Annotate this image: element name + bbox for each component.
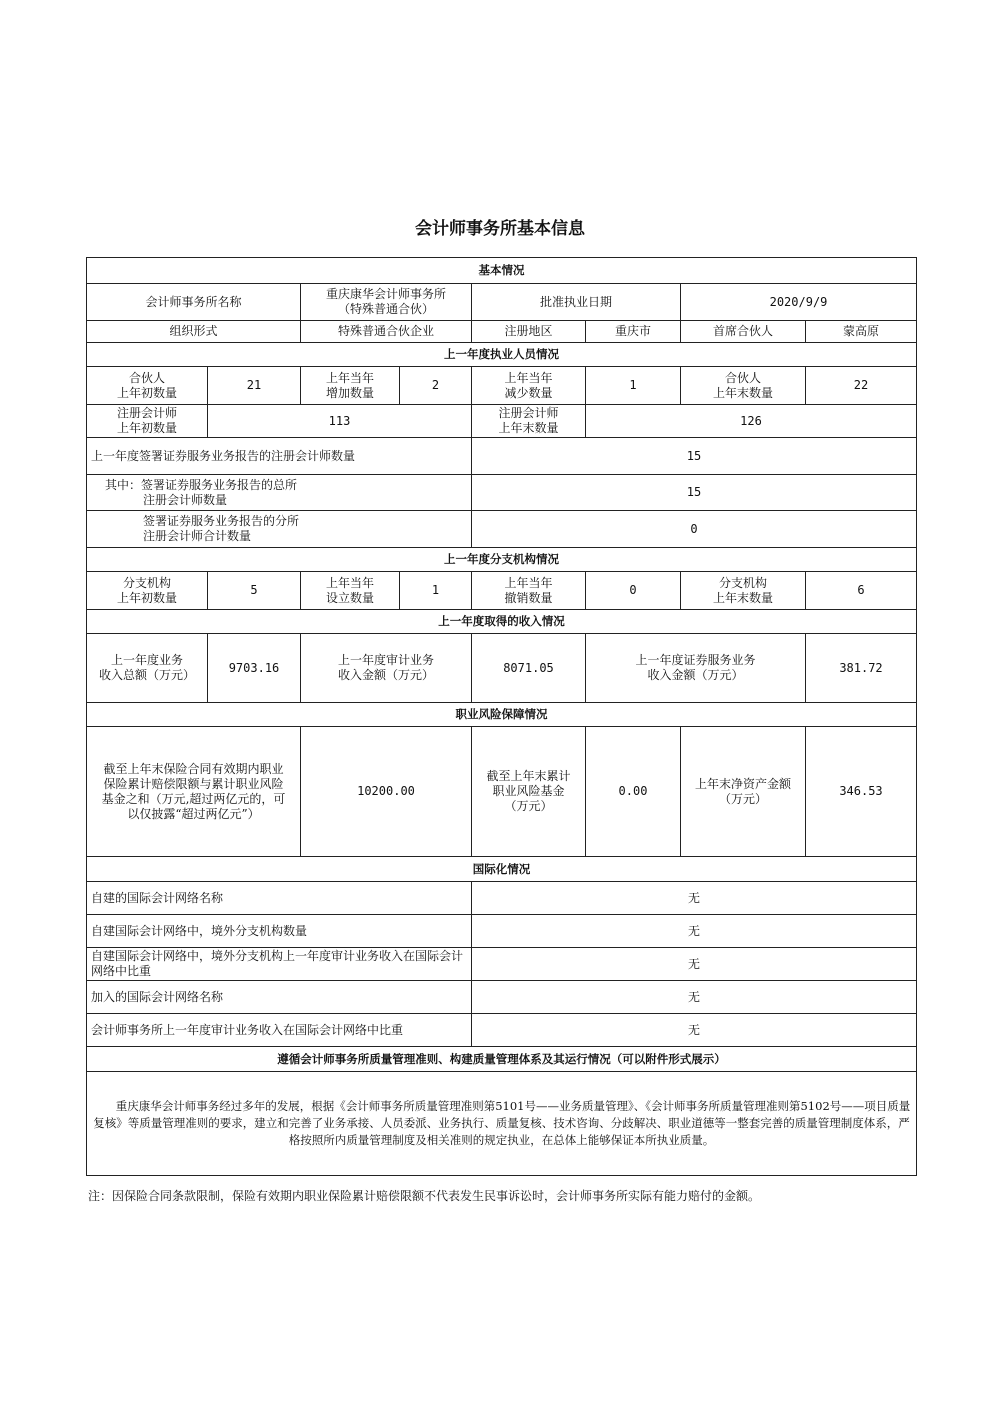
partners-added-value: 2: [400, 367, 472, 405]
signing-cpa-label: 上一年度签署证券服务业务报告的注册会计师数量: [87, 438, 472, 475]
cpa-end-label: 注册会计师 上年末数量: [472, 405, 586, 438]
joined-network-name-value: 无: [472, 981, 917, 1014]
firm-income-ratio-label: 会计师事务所上一年度审计业务收入在国际会计网络中比重: [87, 1014, 472, 1047]
partners-added-label: 上年当年 增加数量: [301, 367, 400, 405]
hq-signing-cpa-label: 其中：签署证券服务业务报告的总所 注册会计师数量: [87, 475, 472, 511]
branch-signing-cpa-value: 0: [472, 511, 917, 548]
org-form-value: 特殊普通合伙企业: [301, 321, 472, 343]
firm-info-table: [86, 257, 917, 1176]
section-intl: 国际化情况: [87, 857, 917, 882]
risk-fund-label: 截至上年末累计 职业风险基金 （万元）: [472, 727, 586, 857]
cpa-end-value: 126: [586, 405, 917, 438]
footnote: 注：因保险合同条款限制，保险有效期内职业保险累计赔偿限额不代表发生民事诉讼时，会计师事务所实际有能力赔付的金额。: [88, 1189, 761, 1203]
intl-branch-count-label: 自建国际会计网络中，境外分支机构数量: [87, 915, 472, 948]
branch-revoked-value: 0: [586, 572, 681, 610]
branch-signing-cpa-label: 签署证券服务业务报告的分所 注册会计师合计数量: [87, 511, 472, 548]
income-total-value: 9703.16: [208, 634, 301, 703]
page-title: 会计师事务所基本信息: [415, 219, 585, 239]
chief-partner-label: 首席合伙人: [681, 321, 806, 343]
partners-begin-label: 合伙人 上年初数量: [87, 367, 208, 405]
signing-cpa-value: 15: [472, 438, 917, 475]
net-assets-value: 346.53: [806, 727, 917, 857]
branch-begin-value: 5: [208, 572, 301, 610]
chief-partner-value: 蒙高原: [806, 321, 917, 343]
hq-signing-cpa-value: 15: [472, 475, 917, 511]
org-form-label: 组织形式: [87, 321, 301, 343]
cpa-begin-value: 113: [208, 405, 472, 438]
joined-network-name-label: 加入的国际会计网络名称: [87, 981, 472, 1014]
branch-end-value: 6: [806, 572, 917, 610]
section-quality: 遵循会计师事务所质量管理准则、构建质量管理体系及其运行情况（可以附件形式展示）: [87, 1047, 917, 1072]
branch-revoked-label: 上年当年 撤销数量: [472, 572, 586, 610]
branch-begin-label: 分支机构 上年初数量: [87, 572, 208, 610]
region-label: 注册地区: [472, 321, 586, 343]
firm-income-ratio-value: 无: [472, 1014, 917, 1047]
section-income: 上一年度取得的收入情况: [87, 610, 917, 634]
firm-name-value: 重庆康华会计师事务所 （特殊普通合伙）: [301, 284, 472, 321]
section-basic: 基本情况: [87, 258, 917, 284]
intl-branch-income-ratio-value: 无: [472, 948, 917, 981]
income-total-label: 上一年度业务 收入总额（万元）: [87, 634, 208, 703]
quality-description: 重庆康华会计师事务经过多年的发展，根据《会计师事务所质量管理准则第5101号——业务质量管理》、《会计师事务所质量管理准则第5102号——项目质量复核》等质量管理准则的要求，建立和完善了业务承接、人员委派、业务执行、质量复核、技术咨询、分歧解决、职业道德等一整套完善的质量管理制度体系，严格按照所内质量管理制度及相关准则的规定执业，在总体上能够保证本所执业质量。: [87, 1072, 917, 1176]
region-value: 重庆市: [586, 321, 681, 343]
intl-network-name-label: 自建的国际会计网络名称: [87, 882, 472, 915]
firm-name-label: 会计师事务所名称: [87, 284, 301, 321]
intl-network-name-value: 无: [472, 882, 917, 915]
approval-date-label: 批准执业日期: [472, 284, 681, 321]
intl-branch-count-value: 无: [472, 915, 917, 948]
section-staff: 上一年度执业人员情况: [87, 343, 917, 367]
income-audit-value: 8071.05: [472, 634, 586, 703]
partners-reduced-label: 上年当年 减少数量: [472, 367, 586, 405]
partners-reduced-value: 1: [586, 367, 681, 405]
insurance-limit-label: 截至上年末保险合同有效期内职业 保险累计赔偿限额与累计职业风险 基金之和（万元,超过两亿元的，可 以仅披露“超过两亿元”）: [87, 727, 301, 857]
income-securities-value: 381.72: [806, 634, 917, 703]
income-securities-label: 上一年度证券服务业务 收入金额（万元）: [586, 634, 806, 703]
section-risk: 职业风险保障情况: [87, 703, 917, 727]
branch-established-label: 上年当年 设立数量: [301, 572, 400, 610]
partners-begin-value: 21: [208, 367, 301, 405]
net-assets-label: 上年末净资产金额 （万元）: [681, 727, 806, 857]
branch-established-value: 1: [400, 572, 472, 610]
approval-date-value: 2020/9/9: [681, 284, 917, 321]
income-audit-label: 上一年度审计业务 收入金额（万元）: [301, 634, 472, 703]
intl-branch-income-ratio-label: 自建国际会计网络中，境外分支机构上一年度审计业务收入在国际会计网络中比重: [87, 948, 472, 981]
risk-fund-value: 0.00: [586, 727, 681, 857]
insurance-limit-value: 10200.00: [301, 727, 472, 857]
partners-end-value: 22: [806, 367, 917, 405]
branch-end-label: 分支机构 上年末数量: [681, 572, 806, 610]
partners-end-label: 合伙人 上年末数量: [681, 367, 806, 405]
section-branch: 上一年度分支机构情况: [87, 548, 917, 572]
cpa-begin-label: 注册会计师 上年初数量: [87, 405, 208, 438]
